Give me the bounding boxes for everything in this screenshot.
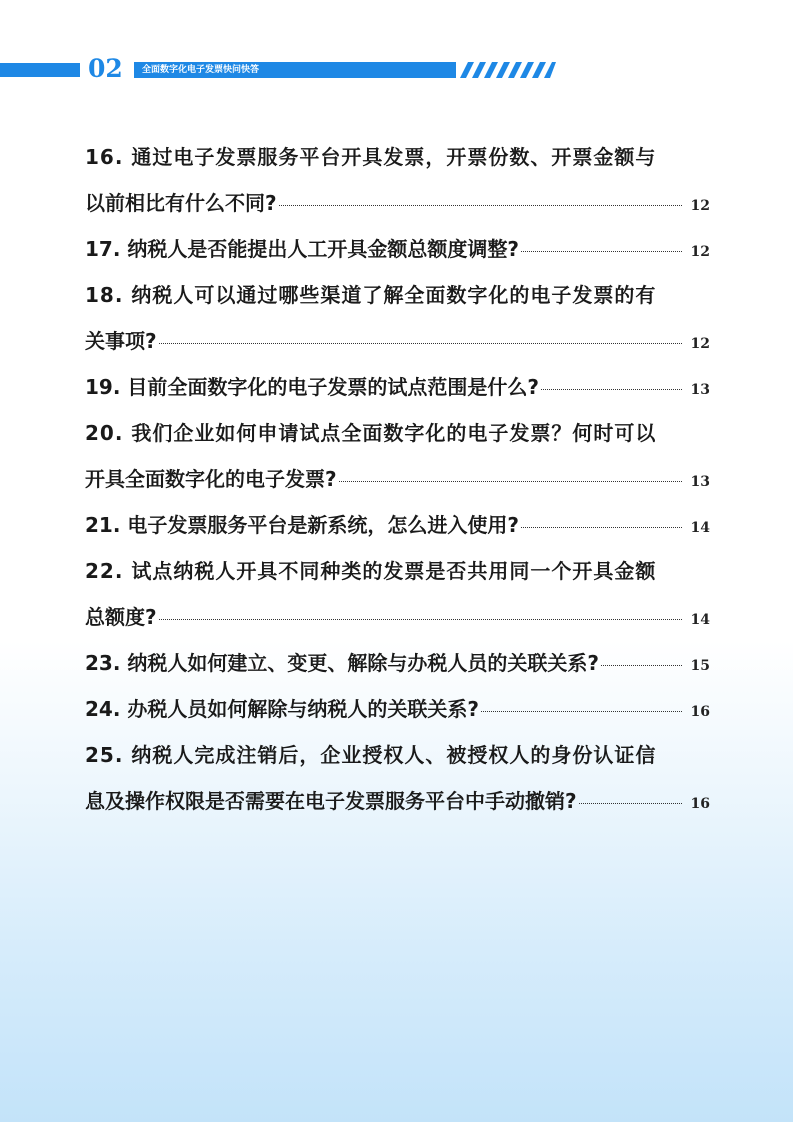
chapter-title-bar — [134, 62, 456, 78]
toc-entry-last-line — [85, 778, 710, 824]
toc-entry-text: 16. 通过电子发票服务平台开具发票，开票份数、开票金额与 — [85, 145, 657, 169]
dot-leader — [159, 343, 682, 344]
toc-entry[interactable] — [85, 640, 710, 686]
toc-entry-text: 关事项? — [85, 329, 157, 353]
page-number: 16 — [690, 704, 710, 720]
toc-entry-text: 17. 纳税人是否能提出人工开具金额总额度调整? — [85, 237, 519, 261]
toc-entry-text: 23. 纳税人如何建立、变更、解除与办税人员的关联关系? — [85, 651, 599, 675]
page-header — [0, 54, 793, 83]
page-number: 13 — [690, 382, 710, 398]
toc-entry-text: 息及操作权限是否需要在电子发票服务平台中手动撤销? — [85, 789, 577, 813]
dot-leader — [541, 389, 682, 390]
page-number: 14 — [690, 612, 710, 628]
toc-entry[interactable] — [85, 548, 710, 640]
toc-entry-last-line — [85, 456, 710, 502]
toc-entry-text: 以前相比有什么不同? — [85, 191, 277, 215]
dot-leader — [521, 251, 682, 252]
toc-entry-last-line — [85, 640, 710, 686]
dot-leader — [601, 665, 682, 666]
toc-entry-last-line — [85, 318, 710, 364]
toc-entry[interactable] — [85, 732, 710, 824]
header-stripes-decoration — [456, 62, 556, 78]
toc-entry-last-line — [85, 180, 710, 226]
page-number: 13 — [690, 474, 710, 490]
toc-entry[interactable] — [85, 134, 710, 226]
toc-entry[interactable] — [85, 502, 710, 548]
toc-entry-text: 22. 试点纳税人开具不同种类的发票是否共用同一个开具金额 — [85, 559, 657, 583]
header-accent-bar — [0, 63, 80, 77]
toc-entry-last-line — [85, 364, 710, 410]
dot-leader — [481, 711, 682, 712]
toc-entry[interactable] — [85, 364, 710, 410]
toc-entry-text: 21. 电子发票服务平台是新系统，怎么进入使用? — [85, 513, 519, 537]
toc-entry-text: 18. 纳税人可以通过哪些渠道了解全面数字化的电子发票的有 — [85, 283, 657, 307]
toc-entry-text: 总额度? — [85, 605, 157, 629]
toc-entry-text: 24. 办税人员如何解除与纳税人的关联关系? — [85, 697, 479, 721]
toc-entry[interactable] — [85, 410, 710, 502]
toc-entry-text: 开具全面数字化的电子发票? — [85, 467, 337, 491]
toc-entry[interactable] — [85, 272, 710, 364]
dot-leader — [521, 527, 682, 528]
toc-entry[interactable] — [85, 226, 710, 272]
page-number: 16 — [690, 796, 710, 812]
dot-leader — [159, 619, 682, 620]
page-number: 14 — [690, 520, 710, 536]
toc-entry-text: 20. 我们企业如何申请试点全面数字化的电子发票？何时可以 — [85, 421, 657, 445]
page-number: 12 — [690, 198, 710, 214]
dot-leader — [579, 803, 682, 804]
toc-entry-text: 19. 目前全面数字化的电子发票的试点范围是什么? — [85, 375, 539, 399]
table-of-contents — [85, 134, 710, 824]
dot-leader — [279, 205, 682, 206]
chapter-number: 02 — [88, 54, 123, 83]
toc-entry-text: 25. 纳税人完成注销后，企业授权人、被授权人的身份认证信 — [85, 743, 657, 767]
toc-entry-last-line — [85, 502, 710, 548]
page-number: 12 — [690, 336, 710, 352]
page-number: 12 — [690, 244, 710, 260]
toc-entry-last-line — [85, 686, 710, 732]
toc-entry-last-line — [85, 226, 710, 272]
toc-entry[interactable] — [85, 686, 710, 732]
dot-leader — [339, 481, 682, 482]
page-number: 15 — [690, 658, 710, 674]
toc-entry-last-line — [85, 594, 710, 640]
chapter-title: 全面数字化电子发票快问快答 — [142, 65, 260, 75]
